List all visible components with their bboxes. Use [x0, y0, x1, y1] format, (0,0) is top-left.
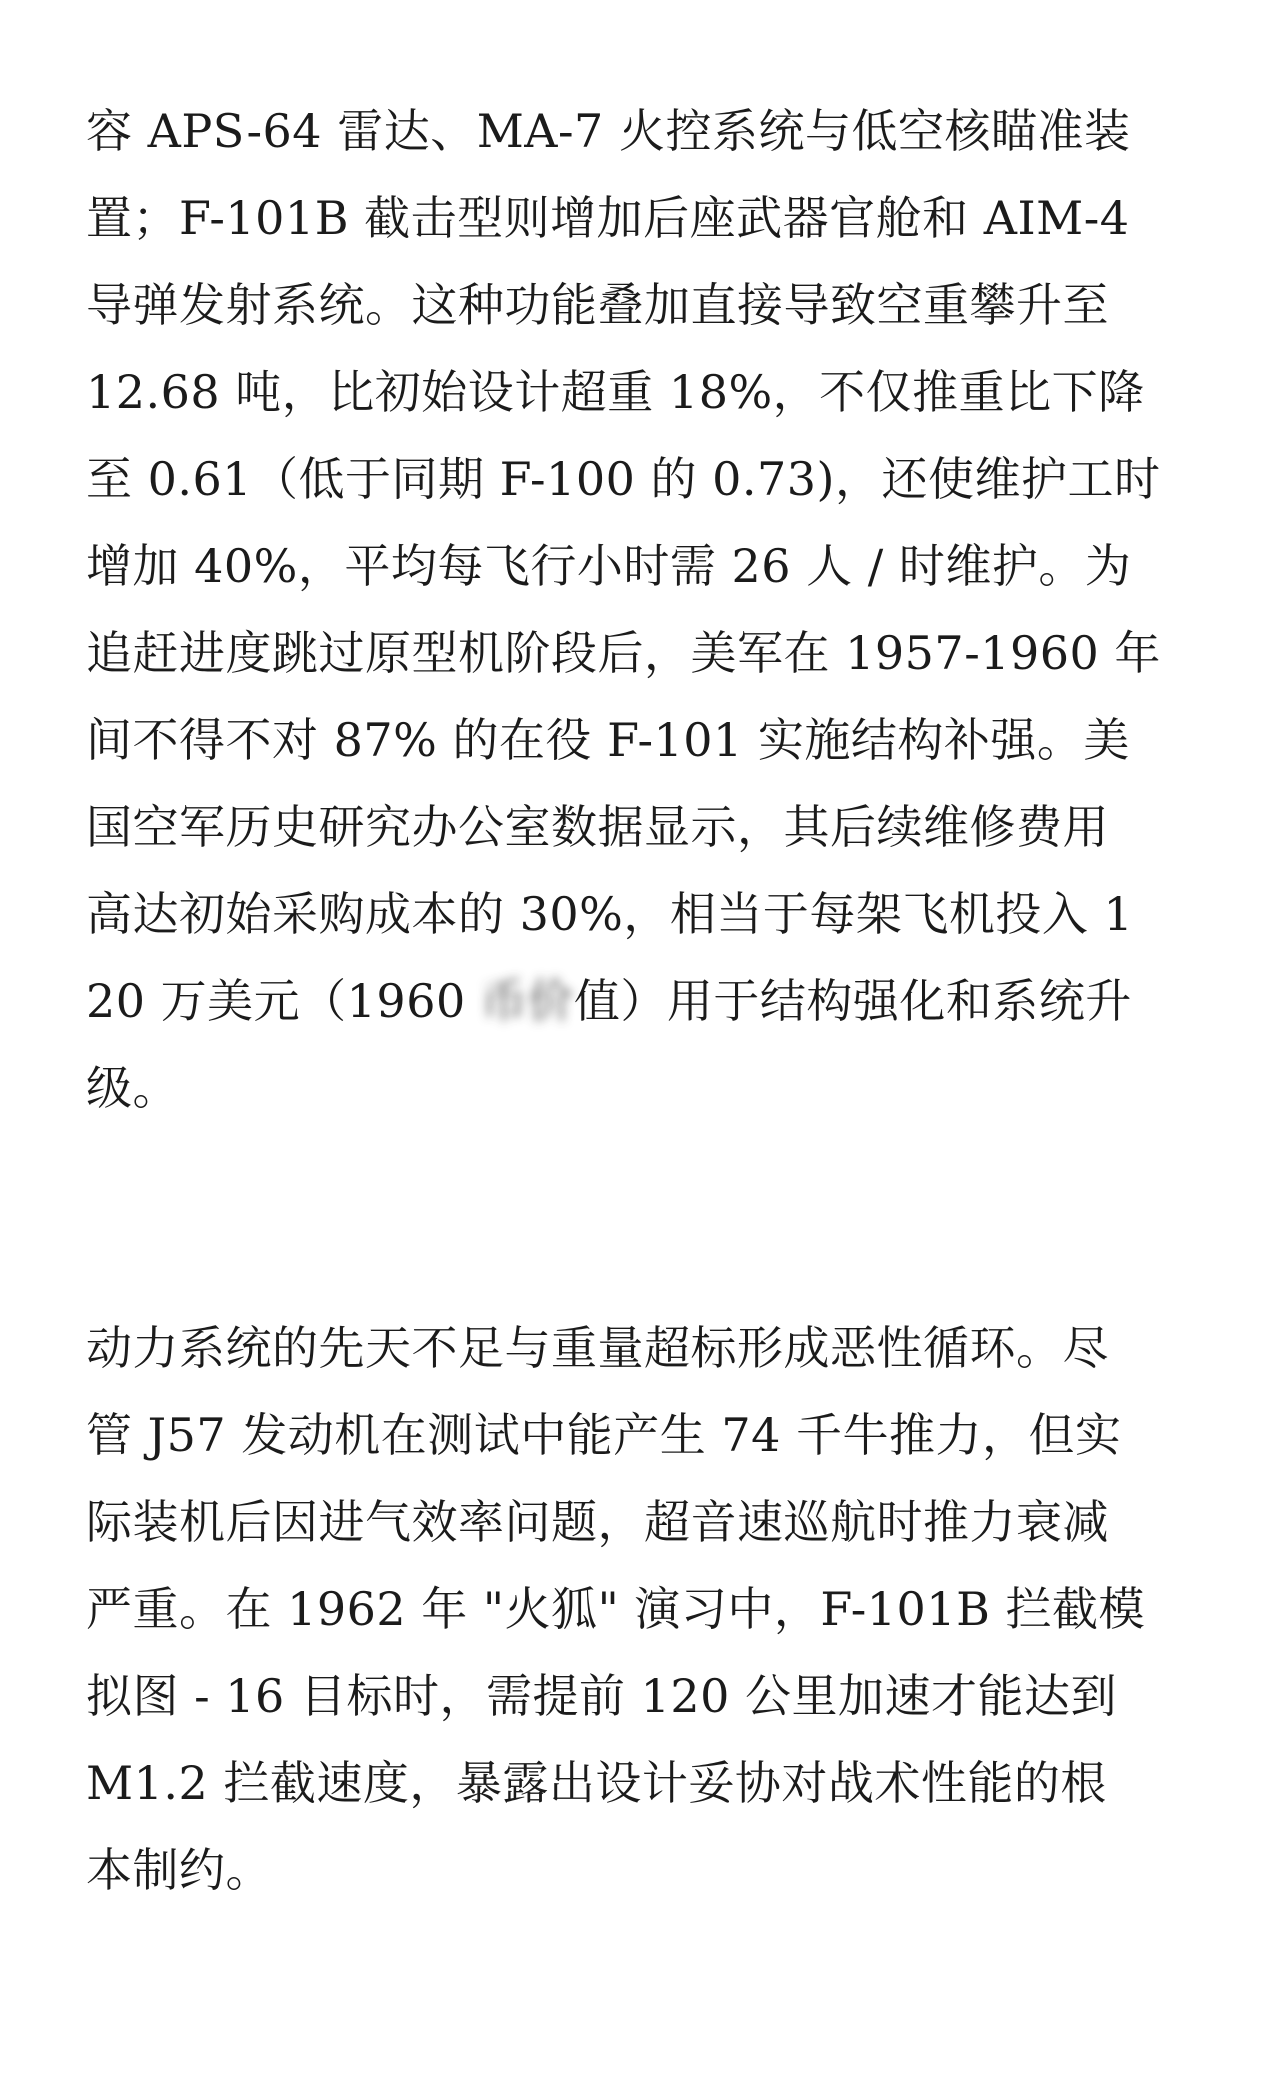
paragraph-2: [86, 1305, 1196, 1914]
paragraph-1-text: 容 APS-64 雷达、MA-7 火控系统与低空核瞄准装 置；F-101B 截击型则增加后座武器官舱和 AIM-4 导弹发射系统。这种功能叠加直接导致空重攀升至 12.68 吨，比初始设计超重 18%，不仅推重比下降 至 0.61（低于同期 F-100 的 0.73)，还使维护工时 增加 40%，平均每飞行小时需 26 人 / 时维护。为 追赶进度跳过原型机阶段后，美军在 1957-1960 年 间不得不对 87% 的在役 F-101 实施结构补强。美 国空军历史研究办公室数据显示，其后续维修费用 高达初始采购成本的 30%，相当于每架飞机投入 1 20 万美元（1960: [86, 104, 1161, 1028]
paragraph-1-text-after: 值）用于结构强化和系统升 级。: [86, 974, 1132, 1115]
blurred-text: 币价: [480, 974, 574, 1028]
article-body: [86, 88, 1196, 1914]
paragraph-1: [86, 88, 1196, 1132]
paragraph-2-text: 动力系统的先天不足与重量超标形成恶性循环。尽 管 J57 发动机在测试中能产生 74 千牛推力，但实 际装机后因进气效率问题，超音速巡航时推力衰减 严重。在 1962 年 "火狐" 演习中，F-101B 拦截模 拟图 - 16 目标时，需提前 120 公里加速才能达到 M1.2 拦截速度，暴露出设计妥协对战术性能的根 本制约。: [86, 1321, 1145, 1897]
